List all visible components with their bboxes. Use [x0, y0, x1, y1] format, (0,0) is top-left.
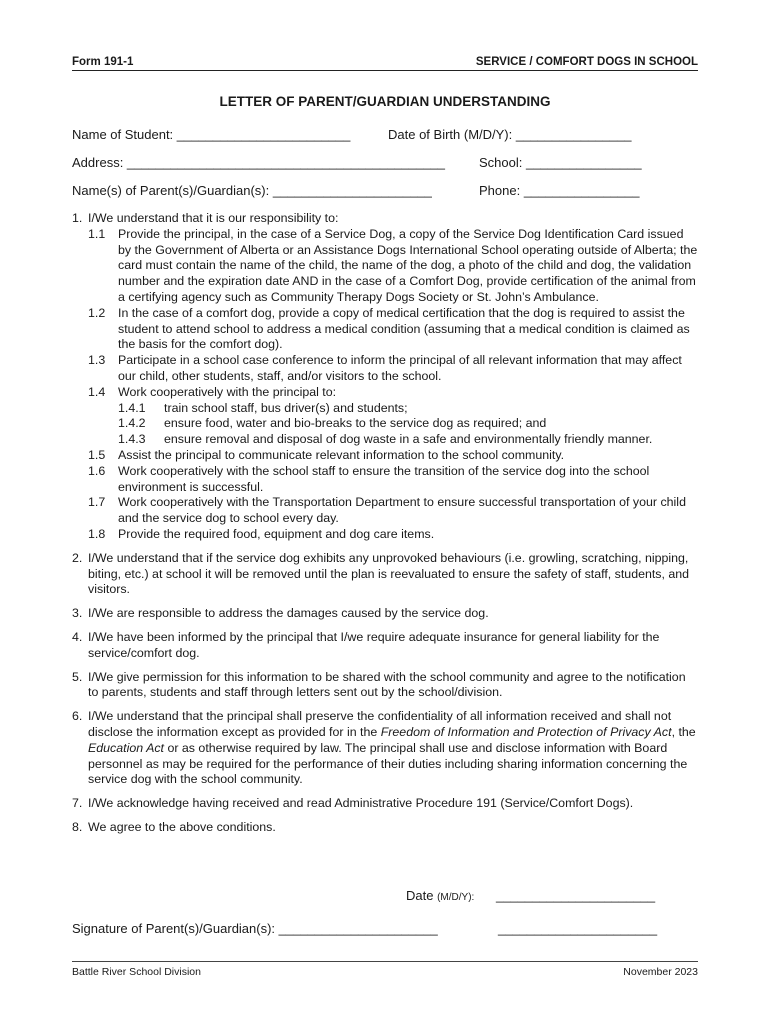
- date-field[interactable]: ______________________: [496, 888, 656, 903]
- list-item-1-3: 1.3 Participate in a school case conference to inform the principal of all relevant information that may affect our child, other students, staff, and/or visitors to the school.: [88, 353, 682, 383]
- signature-row: [72, 921, 698, 936]
- list-item-3: 3. I/We are responsible to address the damages caused by the service dog.: [72, 606, 489, 621]
- list-item-7: 7. I/We acknowledge having received and read Administrative Procedure 191 (Service/Comfort Dogs).: [72, 796, 634, 811]
- list-item-1: 1. I/We understand that it is our responsibility to:: [72, 211, 339, 225]
- list-item-1-5: 1.5 Assist the principal to communicate relevant information to the school community.: [88, 447, 565, 462]
- signature-date-field[interactable]: ______________________: [498, 921, 658, 936]
- list-item-1-7: 1.7 Work cooperatively with the Transportation Department to ensure successful transportation of your child and the service dog to school every day.: [88, 495, 686, 526]
- form-number: Form 191-1: [72, 56, 134, 68]
- list-item-1-6: 1.6 Work cooperatively with the school staff to ensure the transition of the service dog into the school environment is successful.: [88, 463, 650, 494]
- footer-date: November 2023: [623, 966, 698, 978]
- date-label: Date (M/D/Y):: [406, 888, 475, 903]
- list-item-4: 4. I/We have been informed by the principal that I/we require adequate insurance for general liability for the service/comfort dog.: [72, 629, 660, 660]
- student-row: [72, 127, 698, 142]
- page-footer: [72, 961, 698, 978]
- date-of-birth-field[interactable]: Date of Birth (M/D/Y): ________________: [388, 127, 632, 142]
- list-item-6: 6. I/We understand that the principal shall preserve the confidentiality of all information received and shall not disclose the information except as provided for in the Freedom of Information and Protection of Privacy Act, the Education Act or as otherwise required by law. The principal shall use and disclose information with Board personnel as may be required for the performance of their duties including sharing information concerning the service dog with the school community.: [72, 709, 696, 787]
- form-page: [72, 0, 698, 1024]
- list-item-5: 5. I/We give permission for this information to be shared with the school community and agree to the notification to parents, students and staff through letters sent out by the school/division.: [72, 669, 686, 700]
- phone-field[interactable]: Phone: ________________: [479, 183, 640, 198]
- list-item-8: 8. We agree to the above conditions.: [72, 819, 276, 834]
- list-item-1-1: 1.1 Provide the principal, in the case of a Service Dog, a copy of the Service Dog Identification Card issued by the Government of Alberta or an Assistance Dogs International School operating outside of Alberta; the card must contain the name of the child, the name of the dog, a photo of the child and dog, the validation number and the expiration date AND in the case of a Comfort Dog, provide certification of the animal from a certifying agency such as Community Therapy Dogs Society or St. John’s Ambulance.: [88, 226, 698, 304]
- form-title: SERVICE / COMFORT DOGS IN SCHOOL: [475, 56, 698, 68]
- address-field[interactable]: Address: ____________________________________________: [72, 155, 446, 170]
- list-item-1-4-3: 1.4.3 ensure removal and disposal of dog waste in a safe and environmentally friendly manner.: [118, 432, 653, 447]
- parents-row: [72, 183, 698, 198]
- list-item-1-8: 1.8 Provide the required food, equipment and dog care items.: [88, 526, 435, 541]
- footer-organization: Battle River School Division: [72, 966, 201, 978]
- list-item-2: 2. I/We understand that if the service dog exhibits any unprovoked behaviours (i.e. growling, scratching, nipping, biting, etc.) at school it will be removed until the plan is reevaluated to ensure the safety of staff, students, and visitors.: [72, 550, 690, 597]
- list-item-1-2: 1.2 In the case of a comfort dog, provide a copy of medical certification that the dog is required to assist the student to attend school to address a medical condition (assuming that a medical condition is claimed as the basis for the comfort dog).: [88, 305, 690, 352]
- school-field[interactable]: School: ________________: [479, 155, 642, 170]
- signature-field[interactable]: Signature of Parent(s)/Guardian(s): ______________________: [72, 921, 438, 936]
- list-item-1-4-2: 1.4.2 ensure food, water and bio-breaks to the service dog as required; and: [118, 416, 547, 431]
- list-item-1-4: 1.4 Work cooperatively with the principal to:: [88, 384, 337, 399]
- parent-names-field[interactable]: Name(s) of Parent(s)/Guardian(s): ______________________: [72, 183, 432, 198]
- conditions-list: [72, 211, 698, 836]
- list-item-1-4-1: 1.4.1 train school staff, bus driver(s) and students;: [118, 400, 408, 415]
- form-header: [72, 56, 698, 71]
- address-row: [72, 155, 698, 170]
- student-name-field[interactable]: Name of Student: ________________________: [72, 127, 351, 142]
- letter-title: LETTER OF PARENT/GUARDIAN UNDERSTANDING: [219, 94, 551, 109]
